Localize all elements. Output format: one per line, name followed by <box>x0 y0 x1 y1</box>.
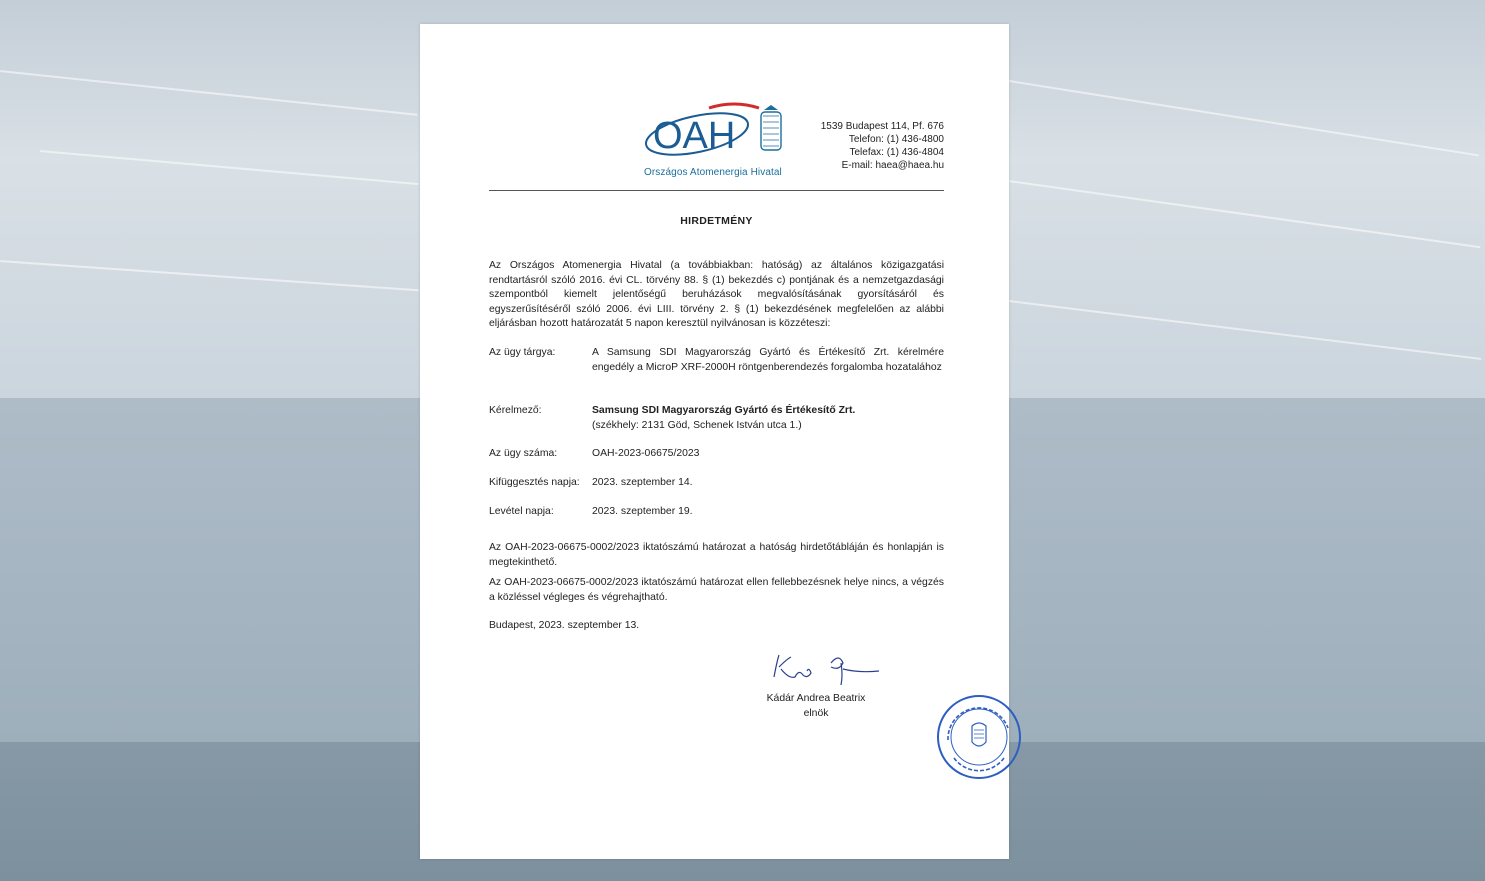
email-address: E-mail: haea@haea.hu <box>841 160 944 171</box>
removal-date-label: Levétel napja: <box>489 506 554 517</box>
hungarian-coat-of-arms-icon <box>761 105 781 150</box>
organization-name: Országos Atomenergia Hivatal <box>644 167 782 178</box>
applicant-name: Samsung SDI Magyarország Gyártó és Értékesítő Zrt. <box>592 405 856 416</box>
subject-value: A Samsung SDI Magyarország Gyártó és Értékesítő Zrt. kérelmére engedély a MicroP XRF-2000H röntgenberendezés forgalomba hozatalához <box>592 347 944 373</box>
document-title: HIRDETMÉNY <box>680 215 753 227</box>
case-number-label: Az ügy száma: <box>489 448 558 459</box>
phone-number: Telefon: (1) 436-4800 <box>848 134 944 145</box>
applicant-value <box>592 404 944 433</box>
posting-date-label: Kifüggesztés napja: <box>489 477 580 488</box>
postal-address: 1539 Budapest 114, Pf. 676 <box>820 121 944 132</box>
removal-date-value: 2023. szeptember 19. <box>592 506 693 517</box>
letterhead <box>489 100 944 192</box>
document-page <box>420 24 1009 859</box>
header-divider <box>489 190 944 191</box>
subject-label: Az ügy tárgya: <box>489 347 556 358</box>
intro-paragraph: Az Országos Atomenergia Hivatal (a továbbiakban: hatóság) az általános közigazgatási rendtartásról szóló 2016. évi CL. törvény 88. § (1) bekezdés c) pontjának és a nemzetgazdasági szempontból kiemelt jelentőségű beruházások megvalósításának gyorsításáról és egyszerűsítéséről szóló 2006. évi LIII. törvény 2. § (1) bekezdésének megfelelően az alábbi eljárásban hozott határozatát 5 napon keresztül nyilvánosan is közzéteszi: <box>489 260 944 329</box>
signer-role: elnök <box>803 707 829 719</box>
official-stamp-icon <box>934 692 1024 782</box>
appeal-paragraph: Az OAH-2023-06675-0002/2023 iktatószámú határozat ellen fellebbezésnek helye nincs, a végzés a közléssel végleges és végrehajtható. <box>489 577 944 603</box>
posting-date-value: 2023. szeptember 14. <box>592 477 693 488</box>
contact-block <box>821 120 944 172</box>
signer-name: Kádár Andrea Beatrix <box>766 693 866 704</box>
handwritten-signature-icon <box>769 649 889 689</box>
fax-number: Telefax: (1) 436-4804 <box>849 147 944 158</box>
applicant-address: (székhely: 2131 Göd, Schenek István utca 1.) <box>592 419 802 431</box>
availability-paragraph: Az OAH-2023-06675-0002/2023 iktatószámú határozat a hatóság hirdetőtábláján és honlapján is megtekinthető. <box>489 542 944 568</box>
signer-block <box>761 692 871 721</box>
logo-text: OAH <box>653 115 736 157</box>
place-and-date: Budapest, 2023. szeptember 13. <box>489 620 640 631</box>
case-number-value: OAH-2023-06675/2023 <box>592 448 700 459</box>
applicant-label: Kérelmező: <box>489 405 542 416</box>
